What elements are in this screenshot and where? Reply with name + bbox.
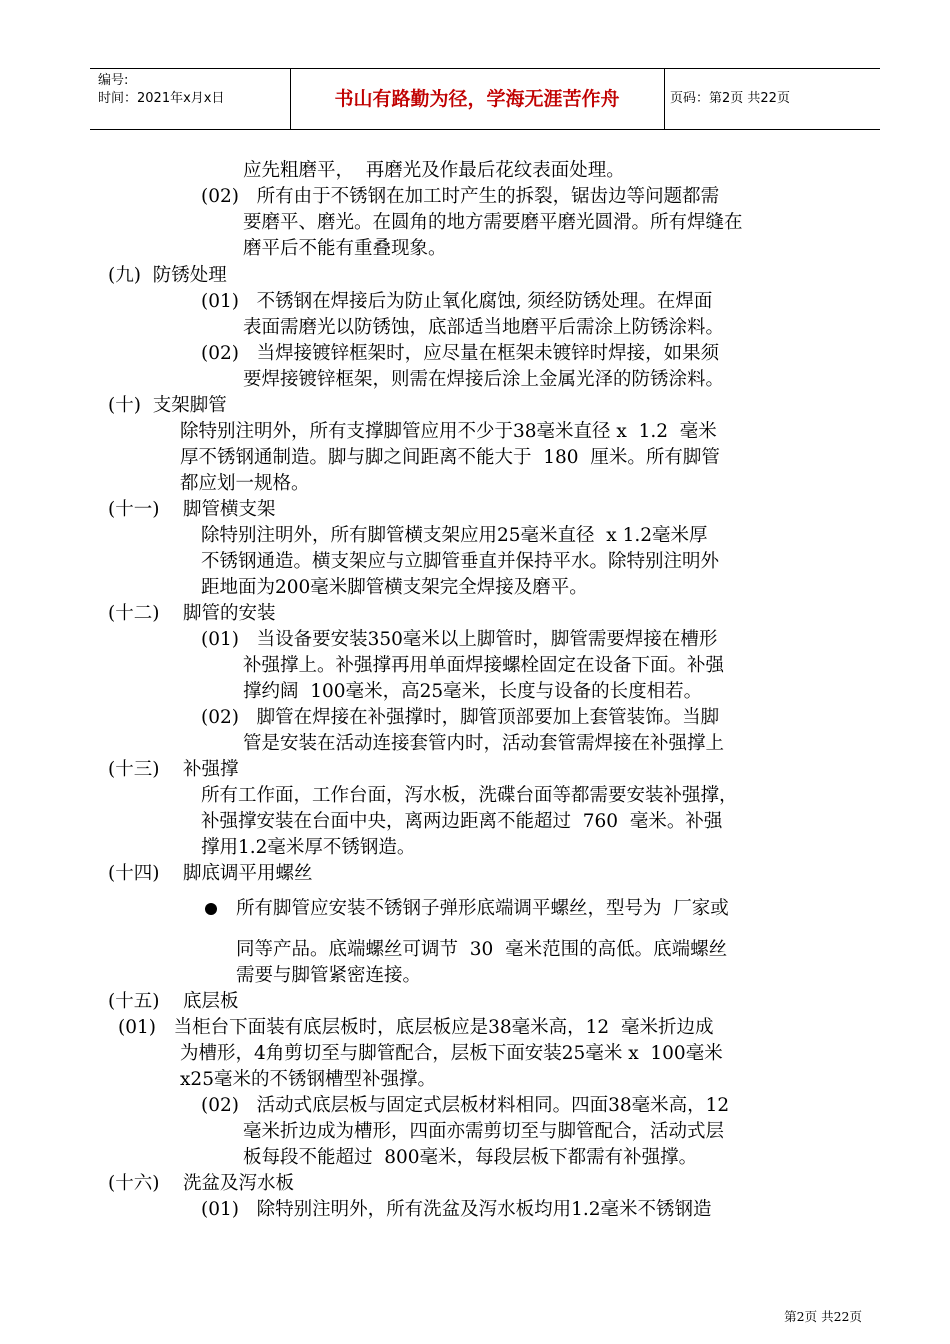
text-line: 撑用1.2毫米厚不锈钢造。 — [201, 837, 416, 858]
section-heading: (十) 支架脚管 — [108, 395, 227, 416]
text-line: 为槽形，4角剪切至与脚管配合，层板下面安装25毫米 x 100毫米 — [180, 1043, 723, 1064]
text-line: 所有工作面，工作台面，泻水板，洗碟台面等都需要安装补强撑， — [201, 785, 738, 806]
text-line: 要焊接镀锌框架，则需在焊接后涂上金属光泽的防锈涂料。 — [243, 369, 725, 390]
section-heading: (十一) 脚管横支架 — [108, 499, 276, 520]
text-line: 除特别注明外，所有支撑脚管应用不少于38毫米直径 x 1.2 毫米 — [180, 421, 717, 442]
text-line: 应先粗磨平， 再磨光及作最后花纹表面处理。 — [243, 160, 625, 181]
text-line: 距地面为200毫米脚管横支架完全焊接及磨平。 — [201, 577, 588, 598]
section-heading: (十二) 脚管的安装 — [108, 603, 276, 624]
text-line: (02) 当焊接镀锌框架时，应尽量在框架未镀锌时焊接，如果须 — [201, 343, 720, 364]
page-footer: 第2页 共22页 — [784, 1309, 862, 1324]
header-info — [98, 72, 224, 108]
text-line: (01) 当设备要安装350毫米以上脚管时，脚管需要焊接在槽形 — [201, 629, 718, 650]
text-line: 补强撑上。补强撑再用单面焊接螺栓固定在设备下面。补强 — [243, 655, 725, 676]
text-line: 磨平后不能有重叠现象。 — [243, 238, 447, 259]
header-motto: 书山有路勤为径，学海无涯苦作舟 — [334, 88, 620, 110]
text-line: 管是安装在活动连接套管内时，活动套管需焊接在补强撑上 — [243, 733, 725, 754]
text-line: 需要与脚管紧密连接。 — [236, 965, 422, 986]
bullet-icon — [205, 903, 217, 915]
text-line: (02) 活动式底层板与固定式层板材料相同。四面38毫米高，12 — [201, 1095, 730, 1116]
section-heading: (十五) 底层板 — [108, 991, 239, 1012]
text-line: (01) 不锈钢在焊接后为防止氧化腐蚀, 须经防锈处理。在焊面 — [201, 291, 713, 312]
section-heading: (十六) 洗盆及泻水板 — [108, 1173, 294, 1194]
text-line: 补强撑安装在台面中央，离两边距离不能超过 760 毫米。补强 — [201, 811, 723, 832]
text-line: 撑约阔 100毫米，高25毫米，长度与设备的长度相若。 — [243, 681, 703, 702]
header-divider — [664, 69, 665, 129]
text-line: 毫米折边成为槽形，四面亦需剪切至与脚管配合，活动式层 — [243, 1121, 725, 1142]
text-line: 表面需磨光以防锈蚀，底部适当地磨平后需涂上防锈涂料。 — [243, 317, 725, 338]
header-page-number: 页码：第2页 共22页 — [670, 91, 790, 106]
text-line: 除特别注明外，所有脚管横支架应用25毫米直径 x 1.2毫米厚 — [201, 525, 708, 546]
text-line: 同等产品。底端螺丝可调节 30 毫米范围的高低。底端螺丝 — [236, 939, 728, 960]
page-header — [90, 68, 880, 130]
date-label: 时间：2021年x月x日 — [98, 91, 225, 106]
section-heading: (九) 防锈处理 — [108, 265, 227, 286]
text-line: (02) 脚管在焊接在补强撑时，脚管顶部要加上套管装饰。当脚 — [201, 707, 720, 728]
text-line: x25毫米的不锈钢槽型补强撑。 — [180, 1069, 436, 1090]
text-line: (01) 除特别注明外，所有洗盆及泻水板均用1.2毫米不锈钢造 — [201, 1199, 712, 1220]
section-heading: (十四) 脚底调平用螺丝 — [108, 863, 313, 884]
text-line: (01) 当柜台下面装有底层板时，底层板应是38毫米高，12 毫米折边成 — [118, 1017, 714, 1038]
code-label: 编号: — [98, 73, 129, 88]
text-line: 不锈钢通造。横支架应与立脚管垂直并保持平水。除特别注明外 — [201, 551, 720, 572]
text-line: 都应划一规格。 — [180, 473, 310, 494]
text-line: 要磨平、磨光。在圆角的地方需要磨平磨光圆滑。所有焊缝在 — [243, 212, 743, 233]
text-line: 厚不锈钢通制造。脚与脚之间距离不能大于 180 厘米。所有脚管 — [180, 447, 720, 468]
section-heading: (十三) 补强撑 — [108, 759, 239, 780]
text-line: (02) 所有由于不锈钢在加工时产生的拆裂，锯齿边等问题都需 — [201, 186, 720, 207]
text-line: 板每段不能超过 800毫米，每段层板下都需有补强撑。 — [243, 1147, 698, 1168]
text-line: 所有脚管应安装不锈钢子弹形底端调平螺丝，型号为 厂家或 — [236, 898, 729, 919]
